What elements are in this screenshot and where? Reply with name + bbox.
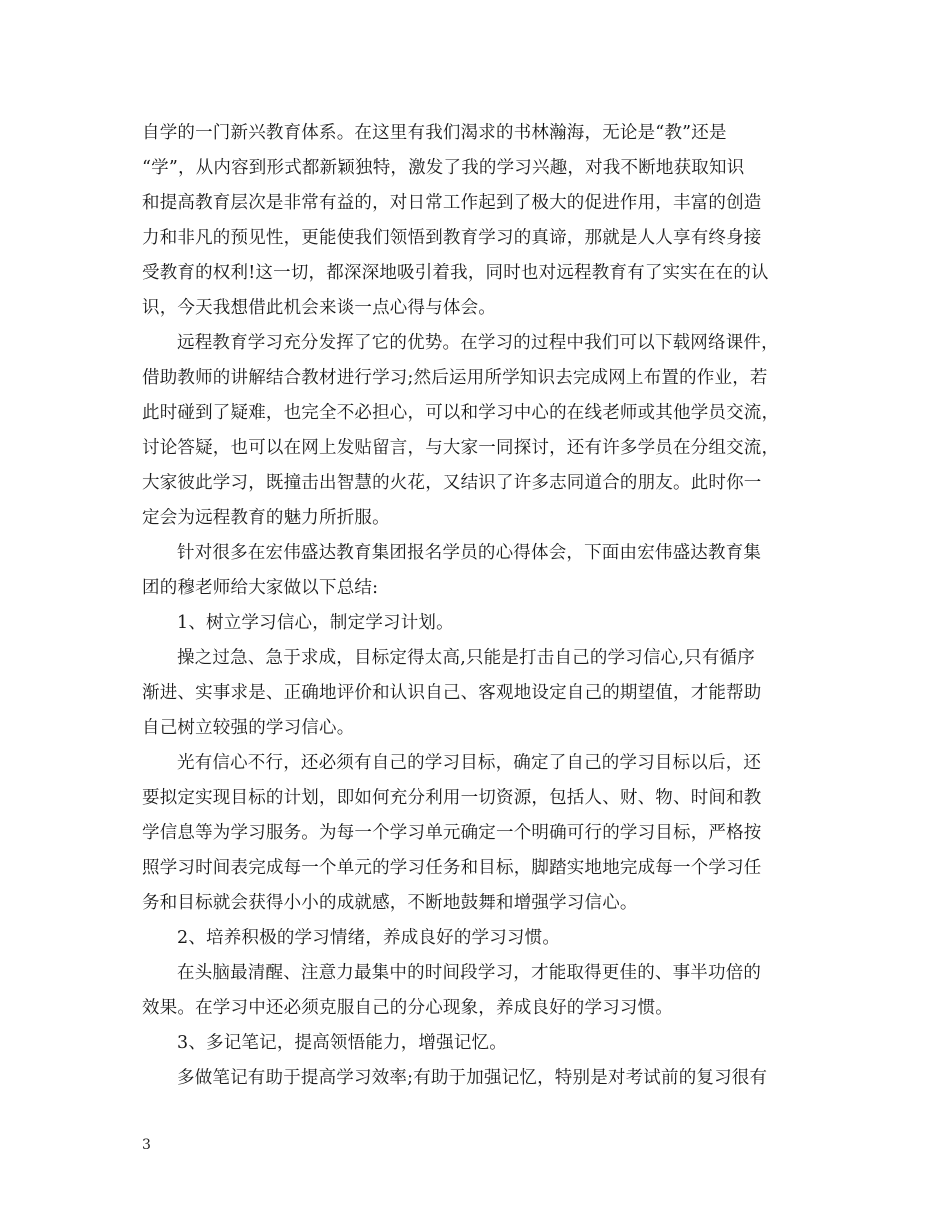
text-line: 学信息等为学习服务。为每一个学习单元确定一个明确可行的学习目标，严格按	[142, 823, 762, 843]
paragraph-goals	[142, 746, 822, 921]
text-line: 针对很多在宏伟盛达教育集团报名学员的心得体会，下面由宏伟盛达教育集	[177, 543, 762, 563]
paragraph-confidence	[142, 641, 822, 746]
text-line: 自己树立较强的学习信心。	[142, 718, 355, 738]
text-line: 3、多记笔记，提高领悟能力，增强记忆。	[177, 1033, 507, 1053]
text-line: 自学的一门新兴教育体系。在这里有我们渴求的书林瀚海，无论是“教”还是	[142, 123, 727, 143]
text-line: 讨论答疑，也可以在网上发贴留言，与大家一同探讨，还有许多学员在分组交流，	[142, 438, 780, 458]
text-line: 多做笔记有助于提高学习效率;有助于加强记忆，特别是对考试前的复习很有	[177, 1068, 768, 1088]
text-line: 效果。在学习中还必须克服自己的分心现象，养成良好的学习习惯。	[142, 998, 673, 1018]
text-line: 识，今天我想借此机会来谈一点心得与体会。	[142, 298, 496, 318]
text-line: 2、培养积极的学习情绪，养成良好的学习习惯。	[177, 928, 561, 948]
text-line: 要拟定实现目标的计划，即如何充分利用一切资源，包括人、财、物、时间和教	[142, 788, 762, 808]
text-line: 大家彼此学习，既撞击出智慧的火花，又结识了许多志同道合的朋友。此时你一	[142, 473, 762, 493]
text-line: 团的穆老师给大家做以下总结:	[142, 578, 379, 598]
paragraph-intro	[142, 116, 822, 326]
text-line: 在头脑最清醒、注意力最集中的时间段学习，才能取得更佳的、事半功倍的	[177, 963, 762, 983]
text-line: 务和目标就会获得小小的成就感，不断地鼓舞和增强学习信心。	[142, 893, 638, 913]
text-line: 光有信心不行，还必须有自己的学习目标，确定了自己的学习目标以后，还	[177, 753, 762, 773]
text-line: 定会为远程教育的魅力所折服。	[142, 508, 390, 528]
section-heading-1	[142, 606, 822, 641]
text-line: 借助教师的讲解结合教材进行学习;然后运用所学知识去完成网上布置的作业，若	[142, 368, 768, 388]
body-text	[142, 116, 822, 1096]
text-line: 受教育的权利!这一切，都深深地吸引着我，同时也对远程教育有了实实在在的认	[142, 263, 769, 283]
text-line: 力和非凡的预见性，更能使我们领悟到教育学习的真谛，那就是人人享有终身接	[142, 228, 762, 248]
text-line: 操之过急、急于求成，目标定得太高,只能是打击自己的学习信心,只有循序	[177, 648, 755, 668]
text-line: 照学习时间表完成每一个单元的学习任务和目标，脚踏实地地完成每一个学习任	[142, 858, 762, 878]
paragraph-habits	[142, 956, 822, 1026]
section-heading-3	[142, 1026, 822, 1061]
text-line: 和提高教育层次是非常有益的，对日常工作起到了极大的促进作用，丰富的创造	[142, 193, 762, 213]
text-line: “学”，从内容到形式都新颖独特，激发了我的学习兴趣，对我不断地获取知识	[142, 158, 745, 178]
text-line: 1、树立学习信心，制定学习计划。	[177, 613, 454, 633]
text-line: 渐进、实事求是、正确地评价和认识自己、客观地设定自己的期望值，才能帮助	[142, 683, 762, 703]
paragraph-notes	[142, 1061, 822, 1096]
paragraph-advantages	[142, 326, 822, 536]
page-number: 3	[142, 1137, 151, 1153]
section-heading-2	[142, 921, 822, 956]
paragraph-summary-intro	[142, 536, 822, 606]
text-line: 远程教育学习充分发挥了它的优势。在学习的过程中我们可以下载网络课件，	[177, 333, 779, 353]
text-line: 此时碰到了疑难，也完全不必担心，可以和学习中心的在线老师或其他学员交流，	[142, 403, 780, 423]
